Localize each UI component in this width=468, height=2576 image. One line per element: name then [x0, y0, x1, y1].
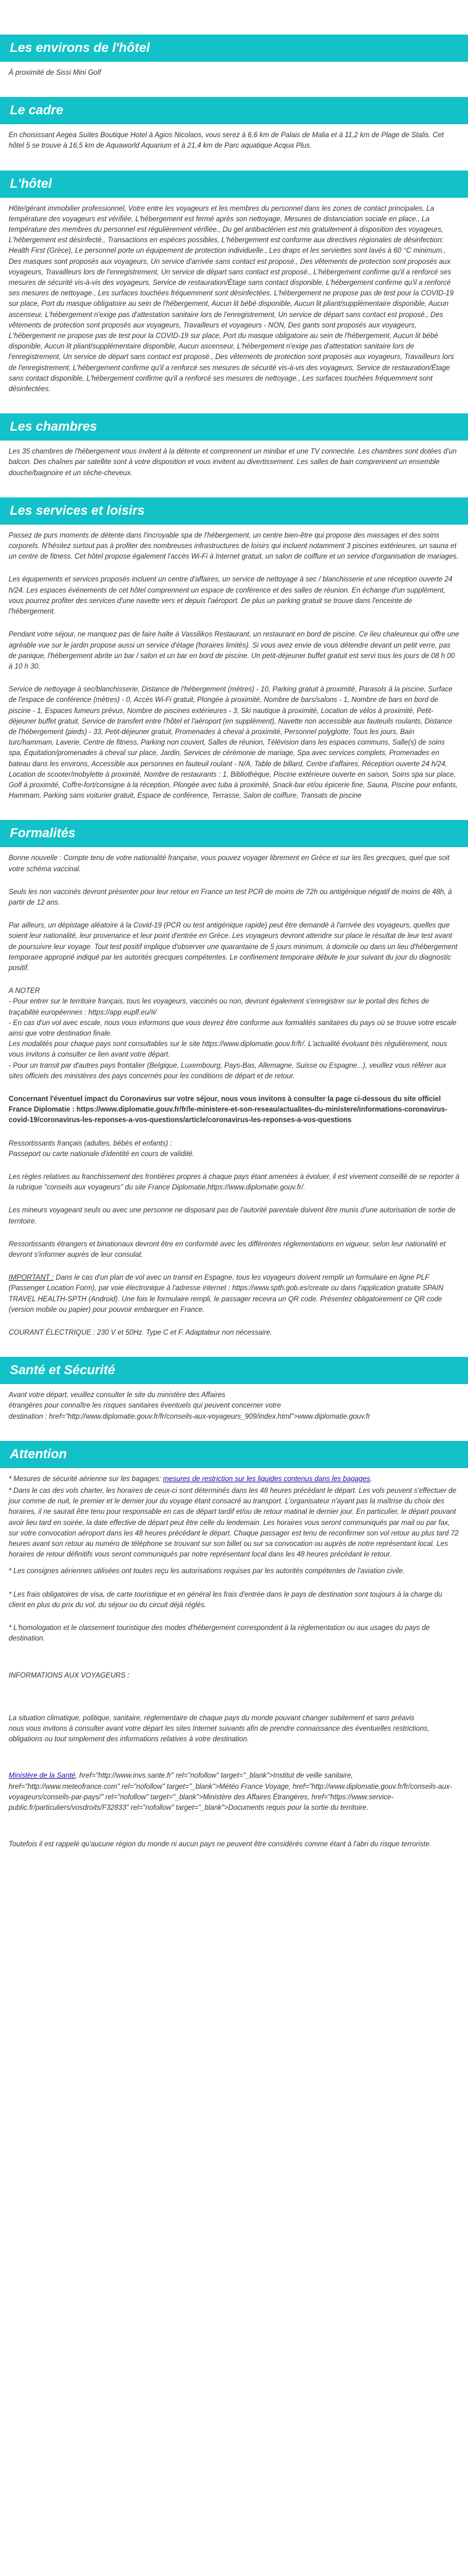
ressortissants-line: Ressortissants français (adultes, bébés et enfants) : [9, 1139, 172, 1147]
a-noter-line: Les modalités pour chaque pays sont consultables sur le site https://www.diplomatie.gouv.fr/fr/. L'actualité évoluant très régulièrement, nous vous invitons à consulter ce lien avant votre départ. [9, 1041, 448, 1059]
formalites-p3: Par ailleurs, un dépistage aléatoire à la Covid-19 (PCR ou test antigénique rapide) peut être demandé à l'arrivée des voyageurs, quelles que soient leur nationalité, leur provenance et leur point d'entrée en Grèce. Les voyageurs devront attendre sur place le résultat de leur test avant de poursuivre leur voyage. Tout test positif implique d'observer une quarantaine de 5 jours minimum, à domicile ou dans un lieu d'hébergement temporaire approprié indiqué par les autorités grecques compétentes. Le confinement temporaire débute le jour suivant du jour du diagnostic positif. [9, 922, 458, 972]
hotel-text: Hôte/gérant immobilier professionnel, Votre entre les voyageurs et les membres du personnel dans les zones de contact principales, La température des voyageurs est vérifiée, L'hébergement est fermé après son nettoyage, Mesures de distanciation sociale en place., La température des membres du personnel est régulièrement vérifiée., Du gel antibactérien est mis gratuitement à disposition des voyageurs, L'hébergement est désinfecté., Transactions en espèces possibles, L'hébergement est conforme aux directives régionales de désinfection: Health First (Grèce), Le personnel porte un équipement de protection individuelle., Les draps et les serviettes sont lavés à 60 °C minimum., Des masques sont proposés aux voyageurs, Un service d'arrivée sans contact est proposé., Des vêtements de protection sont proposés aux voyageurs, Travailleurs lors de l'enregistrement, Un service de départ sans contact est proposé., L'hébergement confirme qu'il a renforcé ses mesures de sécurité vis-à-vis des voyageurs, Service de restauration/Étage sans contact disponible, L'hébergement confirme qu'il a renforcé ses mesures de nettoyage., Les surfaces touchées fréquemment sont désinfectées. L'hébergement ne propose pas de test pour la COVID-19 sur place, Port du masque obligatoire au sein de l'hébergement, Aucun lit bébé disponible, Aucun lit pliant/supplémentaire disponible, Aucun ascenseur, L'hébergement n'exige pas d'attestation sanitaire lors de l'enregistrement, Un service de départ sans contact est proposé., Des vêtements de protection sont proposés aux voyageurs, Travailleurs et voyageurs - NON, Des gants sont proposés aux voyageurs, L'hébergement ne propose pas de test pour la COVID-19 sur place, Port du masque obligatoire au sein de l'hébergement, Aucun lit bébé disponible, Aucun lit pliant/supplémentaire disponible, Aucun ascenseur, L'hébergement n'exige pas d'attestation sanitaire lors de l'enregistrement, Un service de départ sans contact est proposé., Des vêtements de protection sont proposés aux voyageurs, Travailleurs lors de l'enregistrement, L'hébergement confirme qu'il a renforcé ses mesures de sécurité vis-à-vis des voyageurs, Service de restauration/Étage sans contact disponible, L'hébergement confirme qu'il a renforcé ses mesures de nettoyage., Les surfaces touchées fréquemment sont désinfectées. [9, 205, 454, 394]
ressortissants-line: Passeport ou carte nationale d'identité en cours de validité. [9, 1150, 194, 1158]
sante-block [9, 1390, 459, 1422]
environs-text: À proximité de Sissi Mini Golf [9, 69, 101, 77]
terrorisme-text: Toutefois il est rappelé qu'aucune région du monde ni aucun pays ne peuvent être considérés comme étant à l'abri du risque terroriste. [9, 1841, 432, 1849]
charter-text: * Dans le cas des vols charter, les horaires de ceux-ci sont déterminés dans les 48 heures précédant le départ. Les vols peuvent s'effectuer de jour comme de nuit, le premier et le dernier jour du voyage étant consacré au transport. L'organisateur n'ayant pas la maîtrise du choix des horaires, il ne saurait être tenu pour responsable en cas de départ tardif et/ou de retour matinal le dernier jour. En particulier, le départ pouvant avoir lieu tard en soirée, la date effective de départ peut être celle du lendemain. Les horaires vous seront communiqués par mail ou par fax, sur votre convocation aéroport dans les 48 heures précédant le départ. Chaque passager est tenu de reconfirmer son vol retour au plus tard 72 heures avant son retour au numéro de téléphone se trouvant sur son billet ou sur sa convocation ou auprès de notre représentant local. Les horaires de retour définitifs vous seront communiqués par notre représentant local dans les 48 heures précédant le retour. [9, 1487, 459, 1559]
ministere-sante-link[interactable]: Ministère de la Santé [9, 1772, 76, 1780]
important-notice [9, 1273, 459, 1315]
important-label: IMPORTANT : [9, 1274, 54, 1282]
section-title-sante: Santé et Sécurité [0, 1357, 468, 1384]
section-title-cadre: Le cadre [0, 97, 468, 124]
services-p4: Service de nettoyage à sec/blanchisserie, Distance de l'hébergement (mètres) - 10, Parking gratuit à proximité, Parasols à la piscine, Surface de l'espace de conférence (mètres) - 0, Accès Wi-Fi gratuit, Plongée à proximité, Nombre de bars/salons - 1, Nombre de bars en bord de piscine - 1, Espaces fumeurs prévus, Nombre de piscines extérieures - 3, Ski nautique à proximité, Location de vélos à proximité, Petit-déjeuner buffet gratuit, Service de transfert entre l'hôtel et l'aéroport (en supplément), Navette non accessible aux fauteuils roulants, Distance de l'hébergement (pieds) - 33, Petit-déjeuner gratuit, Promenades à cheval à proximité, Personnel polyglotte, Tous les jours, Bain turc/hammam, Laverie, Centre de fitness, Parking non couvert, Salles de réunion, Télévision dans les espaces communs, Salle(s) de soins spa, Équitation/promenades à cheval sur place, Jardin, Services de cérémonie de mariage, Spa avec services complets, Promenades en bateau dans les environs, Accessible aux personnes en fauteuil roulant - N/A, Table de billard, Centre d'affaires, Réception ouverte 24 h/24, Location de scooter/mobylette à proximité, Nombre de restaurants : 1, Bibliothèque, Piscine extérieure ouverte en saison, Soins spa sur place, Golf à proximité, Coffre-fort/consigne à la réception, Plongée avec tuba à proximité, Snack-bar et/ou épicerie fine, Sauna, Piscine pour enfants, Hammam, Parking sans voiturier gratuit, Espace de conférence, Terrasse, Salon de coiffure, Transats de piscine [9, 686, 458, 800]
services-p2: Les équipements et services proposés incluent un centre d'affaires, un service de nettoyage à sec / blanchisserie et une réception ouverte 24 h/24. Les espaces événements de cet hôtel comprennent un espace de conférence et des salles de réunion. En échange d'un supplément, vous pourrez profiter des services d'une navette vers et depuis l'aéroport. De plus un parking gratuit se trouve dans l'enceinte de l'hébergement. [9, 576, 453, 616]
bagages-prefix: * Mesures de sécurité aérienne sur les bagages: [9, 1475, 163, 1483]
bagages-suffix: . [370, 1475, 372, 1483]
a-noter-block [9, 986, 459, 1082]
important-text: Dans le cas d'un plan de vol avec un transit en Espagne, tous les voyageurs doivent remplir un formulaire en ligne PLF (Passenger Location Form), par voie électronique à l'adresse internet : https://www.spth.gob.es/create ou dans l'application gratuite SPAIN TRAVEL HEALTH-SPTH (Android). Une fois le formulaire rempli, le passager recevra un QR code. Présentez obligatoirement ce QR code (version mobile ou papier) pour pouvoir embarquer en France. [9, 1274, 444, 1314]
formalites-p2: Seuls les non vaccinés devront présenter pour leur retour en France un test PCR de moins de 72h ou antigénique négatif de moins de 48h, à partir de 12 ans. [9, 888, 452, 906]
sante-line: étrangères pour connaître les risques sanitaires éventuels qui peuvent concerner votre [9, 1402, 282, 1410]
sante-line: Avant votre départ, veuillez consulter le site du ministère des Affaires [9, 1391, 225, 1400]
liquides-link[interactable]: mesures de restriction sur les liquides contenus dans les bagages [162, 1475, 370, 1483]
section-title-environs: Les environs de l'hôtel [0, 35, 468, 62]
section-title-hotel: L'hôtel [0, 171, 468, 198]
taxes-text: * Les frais obligatoires de visa, de carte touristique et en général les frais d'entrée dans le pays de destination sont toujours à la charge du client en plus du prix du vol, du séjour ou du circuit déjà réglés. [9, 1590, 443, 1609]
page [0, 35, 468, 1850]
homologation-text: * L'homologation et le classement touristique des modes d'hébergement correspondent à la réglementation ou aux usages du pays de destination. [9, 1624, 430, 1643]
chambres-text: Les 35 chambres de l'hébergement vous invitent à la détente et comprennent un minibar et une TV connectée. Les chambres sont dotées d'un balcon. Des chaînes par satellite sont à votre disposition et vous invitent au divertissement. Les salles de bain comprennent un ensemble douche/baignoire et un sèche-cheveux. [9, 448, 457, 477]
bagages-text [9, 1474, 459, 1485]
ministere-rest: , href="http://www.invs.sante.fr" rel="nofollow" target="_blank">Institut de veille sanitaire, href="http://www.meteofrance.com" rel="nofollow" target="_blank">Météo France Voyage, href="http://www.diplomatie.gouv.fr/fr/conseils-aux-voyageurs/conseils-par-pays/" rel="nofollow" target="_blank">Ministère des Affaires Étrangères, href="https://www.service-public.fr/particuliers/vosdroits/F32833" rel="nofollow" target="_blank">Documents requis pour la sortie du territoire. [9, 1772, 452, 1812]
situation-text: La situation climatique, politique, sanitaire, réglementaire de chaque pays du monde pouvant changer subitement et sans préavis nous vous invitons à consulter avant votre départ les sites Internet suivants afin de prendre connaissance des éventuelles restrictions, obligations ou tout simplement des informations relatives à votre destination. [9, 1714, 430, 1744]
regles-text: Les règles relatives au franchissement des frontières propres à chaque pays étant amenées à évoluer, il est vivement conseillé de se reporter à la rubrique "conseils aux voyageurs" du site France Diplomatie,https://www.diplomatie.gouv.fr/. [9, 1173, 460, 1192]
services-p3: Pendant votre séjour, ne manquez pas de faire halte à Vassilikos Restaurant, un restaurant en bord de piscine. Ce lieu chaleureux qui offre une agréable vue sur le jardin propose aussi un service d'étage (horaires limités). Si vous avez envie de vous détendre devant un petit verre, pas de panique, l'hébergement abrite un bar / salon et un bar en bord de piscine. Un petit-déjeuner buffet gratuit est servi tous les jours de 08 h 00 à 10 h 30. [9, 631, 459, 670]
coronavirus-notice: Concernant l'éventuel impact du Coronavirus sur votre séjour, nous vous invitons à consulter la page ci-dessous du site officiel France Diplomatie : https://www.diplomatie.gouv.fr/fr/le-ministere-et-son-reseau/actualites-du-ministere/informations-coronavirus-covid-19/coronavirus-les-reponses-a-vos-questions/article/coronavirus-les-reponses-a-vos-questions [9, 1096, 448, 1125]
services-p1: Passez de purs moments de détente dans l'incroyable spa de l'hébergement, un centre bien-être qui propose des massages et des soins corporels. N'hésitez surtout pas à profiter des nombreuses infrastructures de loisirs qui incluent notamment 3 piscines extérieures, un sauna et un centre de fitness. Cet hôtel propose également l'accès Wi-Fi à Internet gratuit, un salon de coiffure et un service d'organisation de mariages. [9, 531, 459, 561]
sante-line: destination : href="http://www.diplomatie.gouv.fr/fr/conseils-aux-voyageurs_909/index.html">www.diplomatie.gouv.fr [9, 1413, 370, 1421]
section-title-formalites: Formalités [0, 820, 468, 847]
section-title-chambres: Les chambres [0, 413, 468, 441]
ressortissants-block [9, 1139, 459, 1160]
courant-text: COURANT ÉLECTRIQUE : 230 V et 50Hz. Type C et F. Adaptateur non nécessaire. [9, 1329, 272, 1337]
mineurs-text: Les mineurs voyageant seuls ou avec une personne ne disposant pas de l'autorité parentale doivent être munis d'une autorisation de sortie de territoire. [9, 1207, 456, 1225]
section-title-services: Les services et loisirs [0, 497, 468, 525]
cadre-text: En choisissant Aegea Suites Boutique Hotel à Agios Nicolaos, vous serez à 6,6 km de Palais de Malia et à 11,2 km de Plage de Stalis. Cet hôtel 5 se trouve à 16,5 km de Aquaworld Aquarium et à 21,4 km de Parc aquatique Acqua Plus. [9, 132, 444, 150]
a-noter-title: A NOTER [9, 987, 40, 995]
ministere-links [9, 1771, 459, 1814]
a-noter-line: - Pour un transit par d'autres pays frontalier (Belgique, Luxembourg, Pays-Bas, Allemagne, Suisse ou Espagne...), veuillez vous référer aux sites officiels des ministères des pays concernés pour les conditions de départ et de retour. [9, 1062, 446, 1080]
a-noter-line: - En cas d'un vol avec escale, nous vous informons que vous devrez être conforme aux formalités sanitaires du pays où se trouve votre escale ainsi que votre destination finale. [9, 1019, 457, 1037]
section-title-attention: Attention [0, 1441, 468, 1468]
a-noter-line: - Pour entrer sur le territoire français, tous les voyageurs, vaccinés ou non, devront également s'enregistrer sur le portail des fiches de traçabilité européennes : https://app.euplf.eu/#/ [9, 998, 430, 1016]
infos-voyageurs-heading: INFORMATIONS AUX VOYAGEURS : [9, 1671, 130, 1679]
consignes-text: * Les consignes aériennes utilisées ont toutes reçu les autorisations requises par les autorités compétentes de l'aviation civile. [9, 1568, 405, 1576]
formalites-p1: Bonne nouvelle : Compte tenu de votre nationalité française, vous pouvez voyager librement en Grèce et sur les îles grecques, quel que soit votre schéma vaccinal. [9, 855, 450, 873]
binationaux-text: Ressortissants étrangers et binationaux devront être en conformité avec les différentes réglementations en vigueur, selon leur nationalité et devront s'informer auprès de leur consulat. [9, 1240, 446, 1259]
